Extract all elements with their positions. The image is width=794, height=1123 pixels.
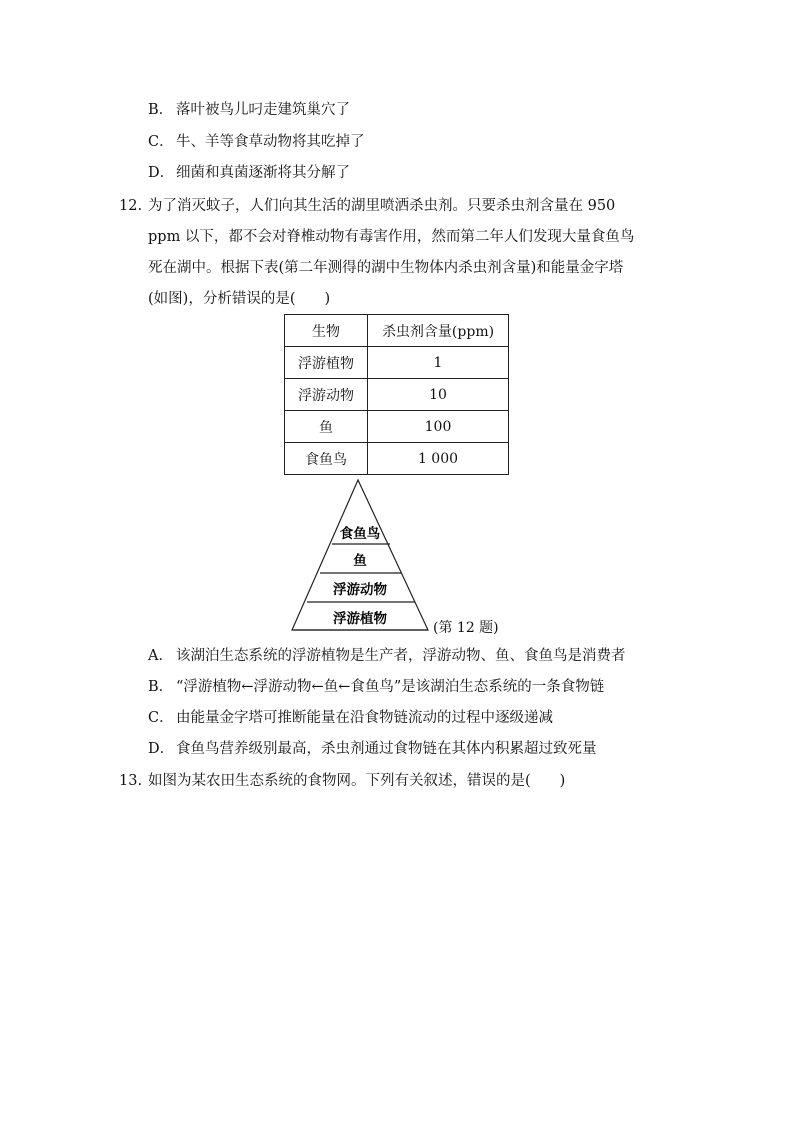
q12-stem-line-3: 死在湖中。根据下表(第二年测得的湖中生物体内杀虫剂含量)和能量金字塔: [148, 260, 624, 276]
q11-option-d: [148, 163, 350, 183]
q12-number: 12.: [119, 198, 143, 214]
table-row: [285, 443, 509, 475]
option-letter: D．: [148, 741, 175, 757]
pesticide-table: [284, 314, 509, 475]
table-row: [285, 347, 509, 379]
table-header-row: [285, 315, 509, 347]
table-cell: 100: [368, 411, 509, 443]
pyramid-level-3: 浮游动物: [333, 582, 387, 598]
option-text: 该湖泊生态系统的浮游植物是生产者，浮游动物、鱼、食鱼鸟是消费者: [176, 648, 626, 664]
table-cell: 浮游动物: [285, 379, 368, 411]
table-header-cell: 生物: [285, 315, 368, 347]
option-letter: C．: [148, 134, 174, 150]
table-cell: 食鱼鸟: [285, 443, 368, 475]
energy-pyramid: [290, 478, 430, 633]
table-row: [285, 379, 509, 411]
table-cell: 1 000: [368, 443, 509, 475]
option-letter: B．: [148, 102, 174, 118]
pyramid-level-2: 鱼: [353, 553, 367, 569]
option-letter: C．: [148, 710, 174, 726]
q11-option-b: [148, 100, 350, 120]
figure-caption: (第 12 题): [433, 620, 499, 636]
q12-stem-line-4: (如图)，分析错误的是( ): [148, 291, 331, 307]
pyramid-level-top: 食鱼鸟: [339, 526, 381, 542]
q12-stem-line-1: 为了消灭蚊子，人们向其生活的湖里喷洒杀虫剂。只要杀虫剂含量在 950: [148, 198, 616, 214]
table-cell: 1: [368, 347, 509, 379]
option-text: 食鱼鸟营养级别最高，杀虫剂通过食物链在其体内积累超过致死量: [176, 741, 597, 757]
option-letter: A．: [148, 648, 173, 664]
q12-stem-line-2: ppm 以下，都不会对脊椎动物有毒害作用，然而第二年人们发现大量食鱼鸟: [148, 229, 635, 245]
q13-stem: 如图为某农田生态系统的食物网。下列有关叙述，错误的是( ): [148, 773, 566, 789]
q12-option-a: [148, 646, 626, 666]
q12-option-b: [148, 677, 604, 697]
table-cell: 10: [368, 379, 509, 411]
table-cell: 鱼: [285, 411, 368, 443]
option-letter: B．: [148, 679, 174, 695]
option-text: “浮游植物←浮游动物←鱼←食鱼鸟”是该湖泊生态系统的一条食物链: [176, 679, 605, 695]
option-text: 细菌和真菌逐渐将其分解了: [176, 165, 350, 181]
option-text: 牛、羊等食草动物将其吃掉了: [176, 134, 365, 150]
table-row: [285, 411, 509, 443]
q12-option-c: [148, 708, 553, 728]
option-text: 落叶被鸟儿叼走建筑巢穴了: [176, 102, 350, 118]
q12-option-d: [148, 739, 597, 759]
option-letter: D．: [148, 165, 175, 181]
table-header-cell: 杀虫剂含量(ppm): [368, 315, 509, 347]
option-text: 由能量金字塔可推断能量在沿食物链流动的过程中逐级递减: [176, 710, 553, 726]
pyramid-level-bottom: 浮游植物: [333, 611, 387, 627]
q13-number: 13.: [119, 773, 143, 789]
table-cell: 浮游植物: [285, 347, 368, 379]
q11-option-c: [148, 132, 365, 152]
